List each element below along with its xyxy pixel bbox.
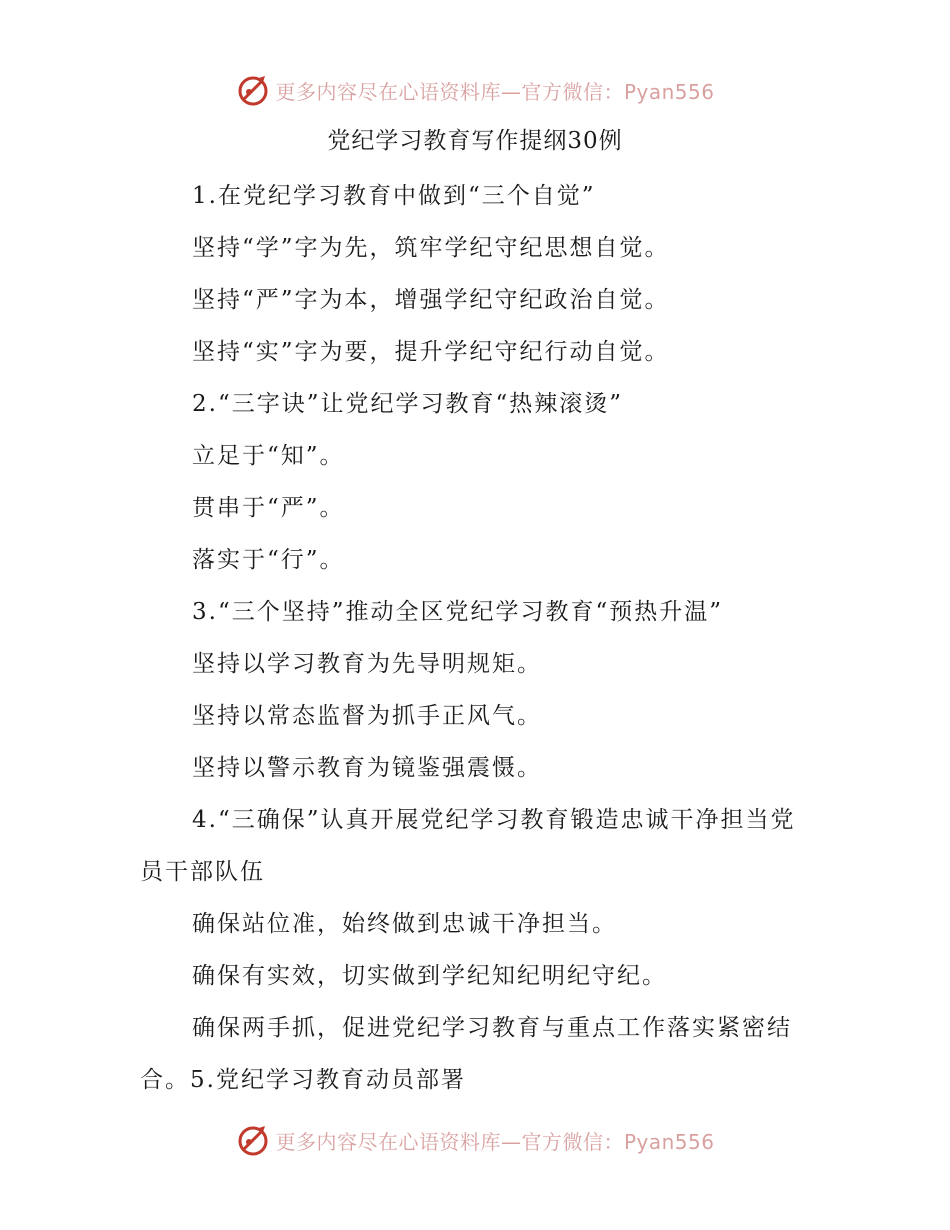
document-title: 党纪学习教育写作提纲30例 (327, 128, 623, 154)
paragraph: 4.“三确保”认真开展党纪学习教育锻造忠诚干净担当党员干部队伍 (140, 807, 796, 885)
header-banner (0, 70, 950, 110)
document-body (140, 170, 812, 1106)
paragraph: 落实于“行”。 (192, 547, 345, 573)
brush-seal-logo-icon (235, 1122, 271, 1158)
paragraph: 坚持以学习教育为先导明规矩。 (192, 651, 542, 677)
paragraph: 坚持“严”字为本，增强学纪守纪政治自觉。 (192, 287, 670, 313)
paragraph: 确保站位准，始终做到忠诚干净担当。 (192, 911, 617, 937)
footer-banner (0, 1120, 950, 1160)
paragraph: 立足于“知”。 (192, 443, 345, 469)
paragraph: 1.在党纪学习教育中做到“三个自觉” (192, 183, 596, 209)
paragraph: 3.“三个坚持”推动全区党纪学习教育“预热升温” (192, 599, 723, 625)
footer-banner-text: 更多内容尽在心语资料库—官方微信：Pyan556 (275, 1129, 715, 1154)
paragraph: 确保两手抓，促进党纪学习教育与重点工作落实紧密结合。5.党纪学习教育动员部署 (140, 1015, 792, 1093)
paragraph: 2.“三字诀”让党纪学习教育“热辣滚烫” (192, 391, 623, 417)
paragraph: 坚持以警示教育为镜鉴强震慑。 (192, 755, 542, 781)
paragraph: 坚持“学”字为先，筑牢学纪守纪思想自觉。 (192, 235, 670, 261)
paragraph: 贯串于“严”。 (192, 495, 345, 521)
brush-seal-logo-icon (235, 72, 271, 108)
paragraph: 确保有实效，切实做到学纪知纪明纪守纪。 (192, 963, 667, 989)
header-banner-text: 更多内容尽在心语资料库—官方微信：Pyan556 (275, 79, 715, 104)
paragraph: 坚持以常态监督为抓手正风气。 (192, 703, 542, 729)
paragraph: 坚持“实”字为要，提升学纪守纪行动自觉。 (192, 339, 670, 365)
